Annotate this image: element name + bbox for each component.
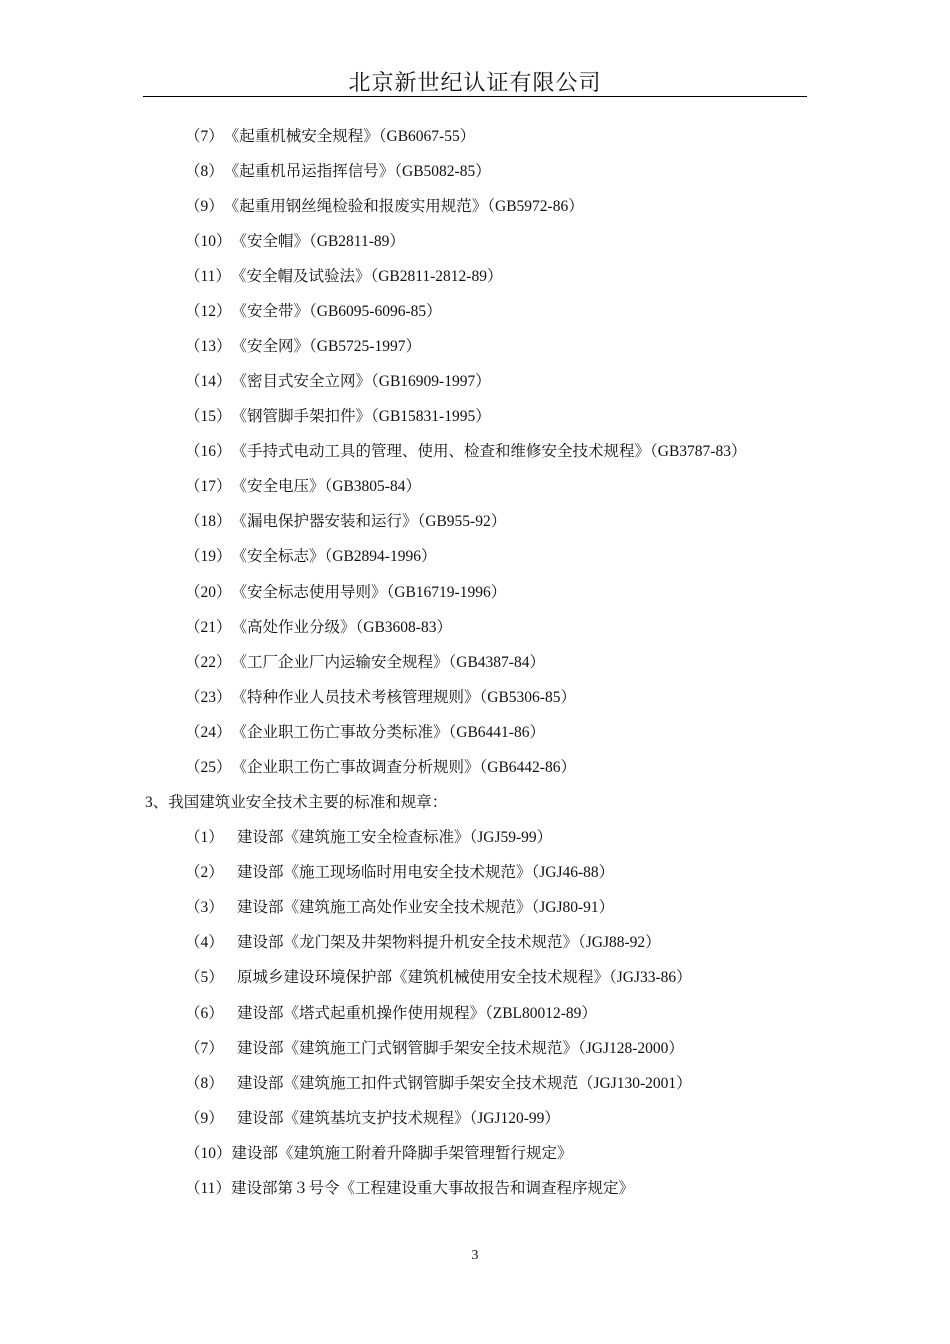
list-item [185,723,545,743]
item-number: （9） [185,1110,224,1127]
list-item [185,1109,560,1129]
item-text: 《安全帽》（GB2811-89） [231,233,405,250]
list-item [185,688,576,708]
list-item [185,1179,634,1199]
item-text: 《特种作业人员技术考核管理规则》（GB5306-85） [231,689,576,706]
item-number: （2） [185,864,224,881]
item-text: 建设部《施工现场临时用电安全技术规范》（JGJ46-88） [237,864,615,881]
list-item [185,1074,692,1094]
list-item [185,758,576,778]
item-text: 《安全标志使用导则》（GB16719-1996） [231,584,507,601]
item-text: 建设部《建筑施工门式钢管脚手架安全技术规范》（JGJ128-2000） [237,1040,684,1057]
list-item [185,828,552,848]
item-number: （18） [185,513,232,530]
item-text: 建设部《龙门架及井架物料提升机安全技术规范》（JGJ88-92） [237,934,661,951]
section-heading: 3、我国建筑业安全技术主要的标准和规章： [145,794,448,811]
list-item [185,863,614,883]
item-text: 《起重用钢丝绳检验和报废实用规范》（GB5972-86） [223,198,584,215]
item-number: （10） [185,1145,232,1162]
item-text: 《高处作业分级》（GB3608-83） [231,619,452,636]
list-item [185,302,442,322]
item-number: （3） [185,899,224,916]
item-text: 建设部第３号令《工程建设重大事故报告和调查程序规定》 [230,1180,634,1197]
item-number: （23） [185,689,232,706]
item-text: 《企业职工伤亡事故分类标准》（GB6441-86） [231,724,545,741]
list-item [185,127,475,147]
item-text: 《安全网》（GB5725-1997） [231,338,421,355]
item-number: （9） [185,198,224,215]
item-text: 建设部《建筑施工安全检查标准》（JGJ59-99） [237,829,553,846]
item-text: 《起重机械安全规程》（GB6067-55） [223,128,476,145]
item-number: （22） [185,654,232,671]
item-text: 《漏电保护器安装和运行》（GB955-92） [231,513,507,530]
item-number: （8） [185,163,224,180]
item-number: （10） [185,233,232,250]
list-item [185,1004,597,1024]
list-item [185,232,405,252]
item-number: （8） [185,1075,224,1092]
item-text: 《手持式电动工具的管理、使用、检查和维修安全技术规程》（GB3787-83） [231,443,747,460]
item-number: （19） [185,548,232,565]
page-header-title: 北京新世纪认证有限公司 [348,70,602,95]
item-number: （16） [185,443,232,460]
list-item [185,653,545,673]
item-text: 《安全带》（GB6095-6096-85） [231,303,442,320]
item-text: 建设部《建筑施工附着升降脚手架管理暂行规定》 [231,1145,573,1162]
list-item [185,583,506,603]
list-item [185,372,491,392]
list-item [185,1039,684,1059]
item-number: （1） [185,829,224,846]
list-item [185,442,746,462]
list-item [185,477,421,497]
list-item [185,898,614,918]
item-number: （25） [185,759,232,776]
list-item [185,618,452,638]
item-text: 建设部《建筑施工高处作业安全技术规范》（JGJ80-91） [237,899,615,916]
list-item [185,512,506,532]
item-text: 《安全标志》（GB2894-1996） [231,548,437,565]
item-number: （12） [185,303,232,320]
item-text: 《密目式安全立网》（GB16909-1997） [231,373,491,390]
item-text: 《企业职工伤亡事故调查分析规则》（GB6442-86） [231,759,576,776]
item-number: （6） [185,1005,224,1022]
list-item [185,547,436,567]
item-number: （13） [185,338,232,355]
list-item [185,267,502,287]
item-text: 《安全帽及试验法》（GB2811-2812-89） [230,268,503,285]
item-number: （14） [185,373,232,390]
list-item [185,1144,573,1164]
item-number: （17） [185,478,232,495]
list-item [185,968,692,988]
list-item [185,337,421,357]
item-number: （21） [185,619,232,636]
item-text: 建设部《建筑基坑支护技术规程》（JGJ120-99） [237,1110,560,1127]
item-text: 《钢管脚手架扣件》（GB15831-1995） [231,408,491,425]
item-text: 《安全电压》（GB3805-84） [231,478,421,495]
item-number: （20） [185,584,232,601]
item-number: （24） [185,724,232,741]
item-number: （5） [185,969,224,986]
list-item [185,162,491,182]
item-number: （11） [185,268,231,285]
page-number: 3 [471,1248,479,1263]
list-item [185,197,584,217]
item-number: （7） [185,1040,224,1057]
item-text: 原城乡建设环境保护部《建筑机械使用安全技术规程》（JGJ33-86） [237,969,692,986]
list-item [185,933,661,953]
item-text: 《起重机吊运指挥信号》（GB5082-85） [223,163,491,180]
item-number: （11） [185,1180,231,1197]
item-text: 《工厂企业厂内运输安全规程》（GB4387-84） [231,654,545,671]
header-divider [143,96,807,97]
item-number: （4） [185,934,224,951]
item-text: 建设部《建筑施工扣件式钢管脚手架安全技术规范（JGJ130-2001） [237,1075,692,1092]
item-text: 建设部《塔式起重机操作使用规程》（ZBL80012-89） [237,1005,597,1022]
list-item [185,407,491,427]
item-number: （15） [185,408,232,425]
item-number: （7） [185,128,224,145]
